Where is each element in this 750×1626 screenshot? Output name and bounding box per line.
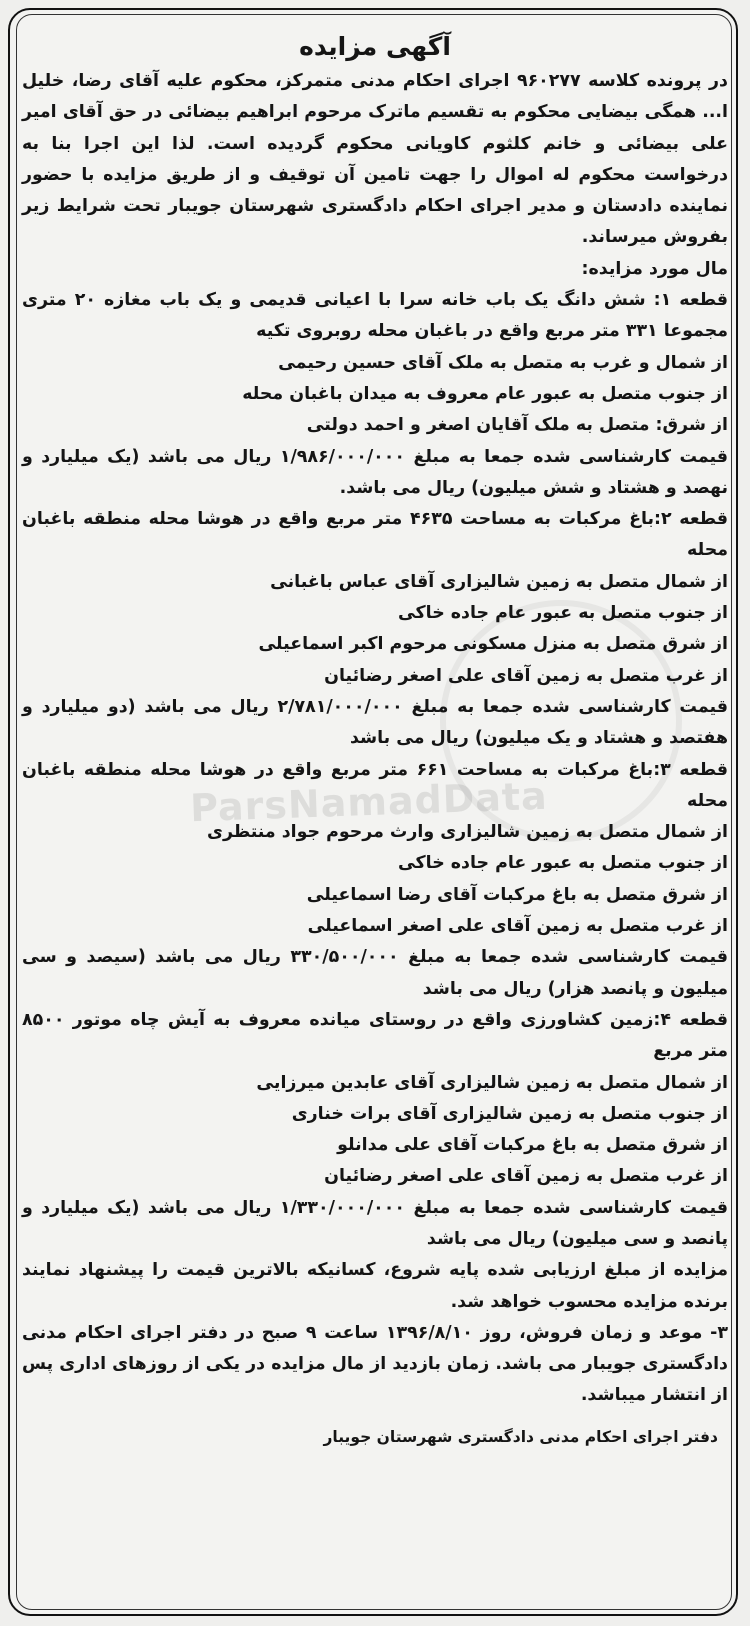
parcel-boundary: از شمال متصل به زمین شالیزاری آقای عابدین میرزایی <box>256 1072 728 1093</box>
parcel-2 <box>22 504 728 754</box>
parcel-boundary: از شرق متصل به باغ مرکبات آقای علی مدانلو <box>337 1135 728 1156</box>
parcel-price: قیمت کارشناسی شده جمعا به مبلغ ۳۳۰/۵۰۰/۰۰۰ ریال می باشد (سیصد و سی میلیون و پانصد هزار) ریال می باشد <box>22 947 728 999</box>
parcel-1 <box>22 285 728 504</box>
parcel-description: قطعه ۴:زمین کشاورزی واقع در روستای میانده معروف به آیش چاه موتور ۸۵۰۰ متر مربع <box>22 1009 729 1062</box>
parcel-3 <box>22 755 728 1005</box>
parcel-description: قطعه ۳:باغ مرکبات به مساحت ۶۶۱ متر مربع واقع در هوشا محله منطقه باغبان محله <box>22 759 728 811</box>
notice-title: آگهی مزایده <box>299 32 451 61</box>
items-heading: مال مورد مزایده: <box>581 258 728 279</box>
parcel-boundary: از جنوب متصل به عبور عام جاده خاکی <box>397 853 728 874</box>
auction-schedule: ۳- موعد و زمان فروش، روز ۱۳۹۶/۸/۱۰ ساعت ۹ صبح در دفتر اجرای احکام مدنی دادگستری جویبار می باشد. زمان بازدید از مال مزایده در یکی از روزهای اداری پس از انتشار میباشد. <box>22 1322 728 1406</box>
parcel-boundary: از غرب متصل به زمین آقای علی اصغر اسماعیلی <box>307 916 728 937</box>
parcel-boundary: از شرق متصل به باغ مرکبات آقای رضا اسماعیلی <box>306 884 728 905</box>
parcel-description: قطعه ۲:باغ مرکبات به مساحت ۴۶۳۵ متر مربع واقع در هوشا محله منطقه باغبان محله <box>22 509 728 561</box>
parcel-price: قیمت کارشناسی شده جمعا به مبلغ ۱/۹۸۶/۰۰۰/۰۰۰ ریال می باشد (یک میلیارد و نهصد و هشتاد و شش میلیون) ریال می باشد. <box>22 446 729 498</box>
parcel-4 <box>22 1005 728 1255</box>
parcel-boundary: از شمال متصل به زمین شالیزاری وارث مرحوم جواد منتظری <box>207 822 728 843</box>
parcel-price: قیمت کارشناسی شده جمعا به مبلغ ۱/۳۳۰/۰۰۰/۰۰۰ ریال می باشد (یک میلیارد و پانصد و سی میلیون) ریال می باشد <box>22 1197 729 1249</box>
parcel-boundary: از غرب متصل به زمین آقای علی اصغر رضائیان <box>324 1166 728 1187</box>
parcel-price: قیمت کارشناسی شده جمعا به مبلغ ۲/۷۸۱/۰۰۰/۰۰۰ ریال می باشد (دو میلیارد و هفتصد و هشتاد و یک میلیون) ریال می باشد <box>22 696 728 749</box>
parcel-boundary: از غرب متصل به زمین آقای علی اصغر رضائیان <box>324 665 728 686</box>
parcel-boundary: از شرق: متصل به ملک آقایان اصغر و احمد دولتی <box>306 415 728 436</box>
parcel-boundary: از جنوب متصل به عبور عام معروف به میدان باغبان محله <box>242 383 728 404</box>
parcel-description: قطعه ۱: شش دانگ یک باب خانه سرا با اعیانی قدیمی و یک باب مغازه ۲۰ متری مجموعا ۳۳۱ متر مربع واقع در باغبان محله روبروی تکیه <box>22 290 728 342</box>
parcel-boundary: از شمال متصل به زمین شالیزاری آقای عباس باغبانی <box>270 571 728 592</box>
parcel-boundary: از جنوب متصل به عبور عام جاده خاکی <box>397 603 728 624</box>
issuer-signature: دفتر اجرای احکام مدنی دادگستری شهرستان جویبار <box>323 1427 718 1446</box>
parcel-boundary: از جنوب متصل به زمین شالیزاری آقای برات خناری <box>291 1103 728 1124</box>
intro-paragraph: در پرونده کلاسه ۹۶۰۲۷۷ اجرای احکام مدنی متمرکز، محکوم علیه آقای رضا، خلیل ا... همگی بیضایی محکوم به تقسیم ماترک مرحوم ابراهیم بیضائی در حق آقای امیر علی بیضائی و خانم کلثوم کاویانی محکوم گردیده است. لذا این اجرا بنا به درخواست محکوم له اموال را جهت تامین آن توقیف و از طریق مزایده با حضور نماینده دادستان و مدیر اجرای احکام دادگستری شهرستان جویبار تحت شرایط زیر بفروش میرساند. <box>22 71 728 248</box>
auction-terms: مزایده از مبلغ ارزیابی شده پایه شروع، کسانیکه بالاترین قیمت را پیشنهاد نمایند برنده مزایده محسوب خواهد شد. <box>22 1260 728 1312</box>
parcel-boundary: از شرق متصل به منزل مسکونی مرحوم اکبر اسماعیلی <box>258 634 728 655</box>
parcel-boundary: از شمال و غرب به متصل به ملک آقای حسین رحیمی <box>278 352 728 373</box>
notice-body <box>22 30 728 1452</box>
